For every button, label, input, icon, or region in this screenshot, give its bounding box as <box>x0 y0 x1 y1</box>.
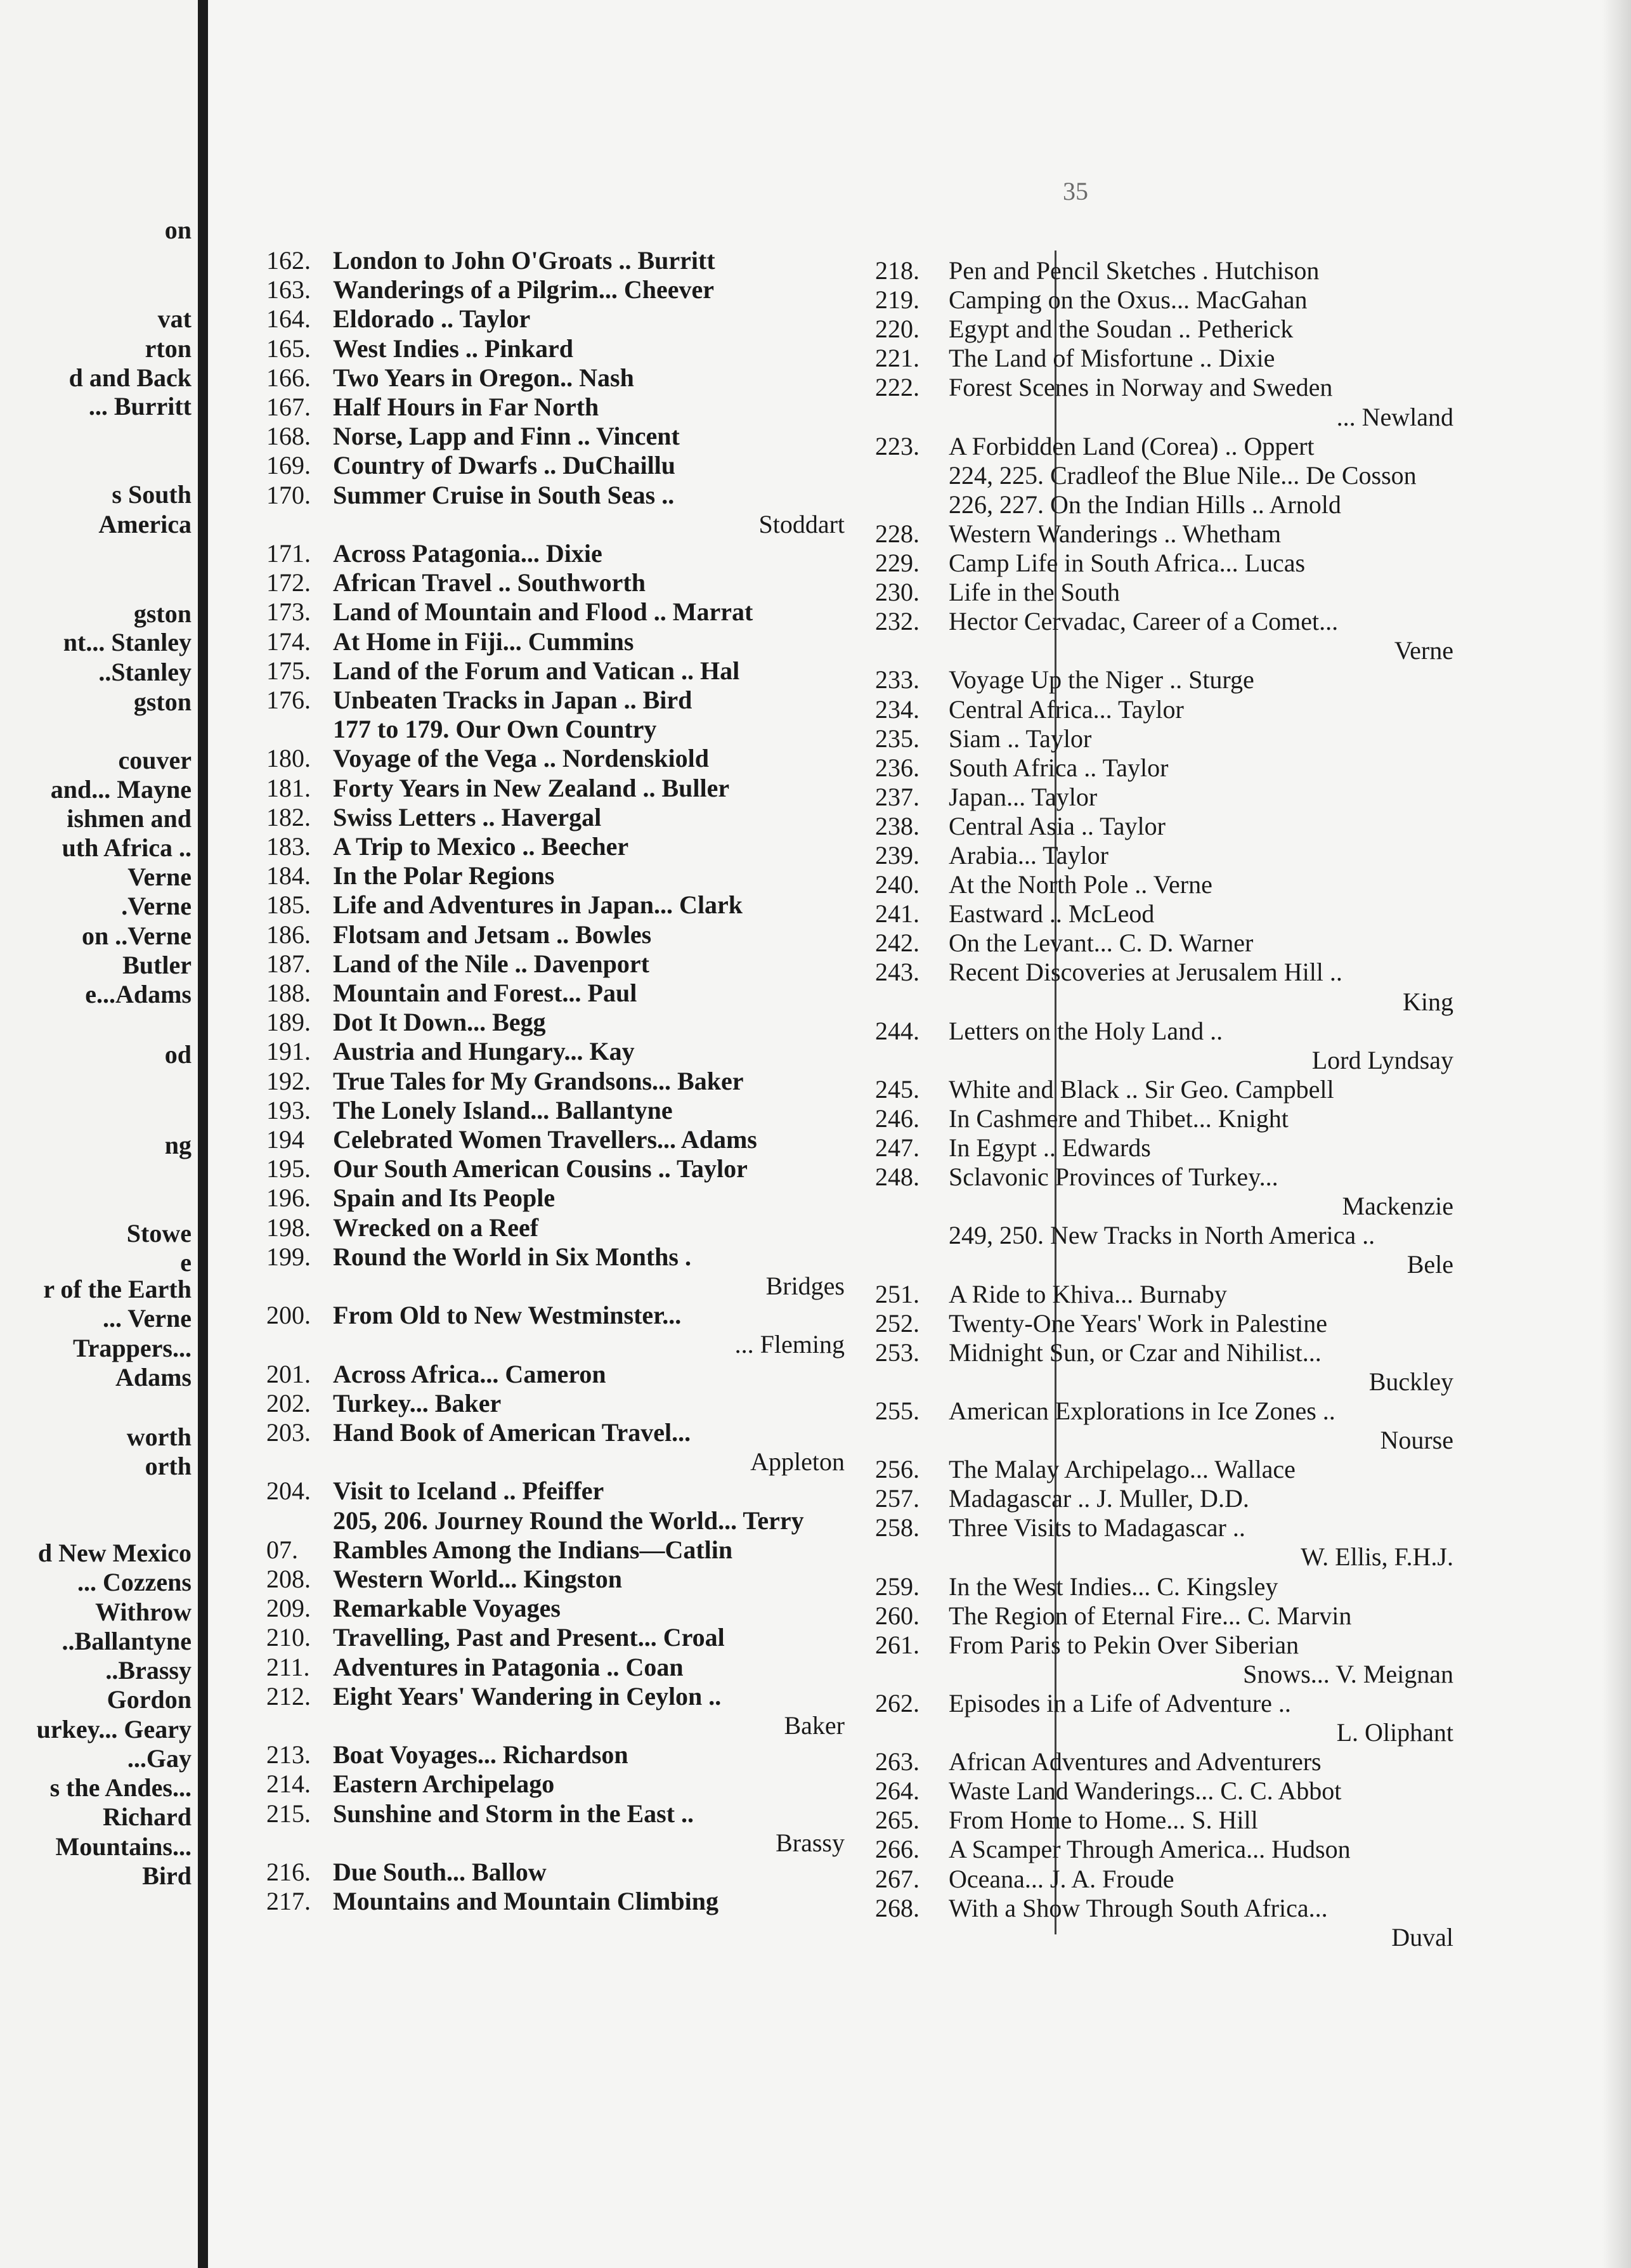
left-page-line: ishmen and <box>67 804 192 833</box>
left-page-line: ... Cozzens <box>77 1568 192 1596</box>
entry-number: 164. <box>266 304 311 334</box>
entry-title: Madagascar .. J. Muller, D.D. <box>949 1484 1249 1513</box>
entry-number: 262. <box>875 1688 919 1717</box>
entry-title: Round the World in Six Months . <box>333 1242 691 1271</box>
left-page-line: on <box>164 216 192 244</box>
entry-author-continuation: Nourse <box>1380 1426 1453 1454</box>
entry-number: 193. <box>266 1095 311 1124</box>
entry-title: Waste Land Wanderings... C. C. Abbot <box>949 1776 1342 1806</box>
entry-title: Egypt and the Soudan .. Petherick <box>949 315 1294 344</box>
entry-number: 220. <box>875 315 919 344</box>
entry-number: 180. <box>266 744 311 773</box>
entry-author-continuation: Bele <box>1407 1250 1453 1279</box>
left-page-line: ... Burritt <box>88 392 192 420</box>
entry-number: 203. <box>266 1418 311 1447</box>
entry-number: 245. <box>875 1074 919 1104</box>
entry-title: Flotsam and Jetsam .. Bowles <box>333 920 652 949</box>
entry-author-continuation: Lord Lyndsay <box>1311 1045 1453 1074</box>
entry-title: A Ride to Khiva... Burnaby <box>949 1279 1227 1308</box>
entry-title: Adventures in Patagonia .. Coan <box>333 1652 684 1681</box>
entry-title: 177 to 179. Our Own Country <box>333 715 657 744</box>
entry-title: A Forbidden Land (Corea) .. Oppert <box>949 431 1315 460</box>
left-page-line: Bird <box>142 1861 192 1890</box>
left-page-line: ... Verne <box>103 1304 192 1333</box>
entry-title: A Trip to Mexico .. Beecher <box>333 832 629 861</box>
entry-number: 251. <box>875 1279 919 1308</box>
left-page-line: Butler <box>122 951 192 979</box>
entry-number: 267. <box>875 1864 919 1893</box>
entry-title: Across Africa... Cameron <box>333 1359 606 1388</box>
entry-title: Eldorado .. Taylor <box>333 304 531 334</box>
entry-number: 175. <box>266 656 311 685</box>
entry-title: African Adventures and Adventurers <box>949 1747 1322 1776</box>
entry-number: 215. <box>266 1799 311 1828</box>
entry-number: 218. <box>875 256 919 285</box>
entry-author-continuation: Duval <box>1391 1922 1453 1952</box>
entry-title: Western World... Kingston <box>333 1565 622 1593</box>
entry-title: The Land of Misfortune .. Dixie <box>949 344 1275 373</box>
entry-title: Visit to Iceland .. Pfeiffer <box>333 1476 604 1506</box>
entry-number: 183. <box>266 832 311 861</box>
entry-number: 261. <box>875 1630 919 1659</box>
entry-title: Forty Years in New Zealand .. Buller <box>333 773 730 802</box>
entry-title: Unbeaten Tracks in Japan .. Bird <box>333 686 692 714</box>
entry-author-continuation: King <box>1403 987 1453 1016</box>
entry-title: West Indies .. Pinkard <box>333 334 573 363</box>
entry-number: 191. <box>266 1037 311 1066</box>
entry-title: Sunshine and Storm in the East .. <box>333 1799 694 1828</box>
entry-number: 234. <box>875 694 919 724</box>
entry-number: 213. <box>266 1740 311 1769</box>
entry-number: 184. <box>266 861 311 890</box>
entry-number: 243. <box>875 958 919 987</box>
entry-number: 195. <box>266 1154 311 1183</box>
entry-number: 189. <box>266 1008 311 1037</box>
entry-title: Wrecked on a Reef <box>333 1213 539 1242</box>
entry-number: 264. <box>875 1776 919 1806</box>
entry-title: 249, 250. New Tracks in North America .. <box>949 1221 1375 1250</box>
entry-title: Eastward .. McLeod <box>949 899 1155 929</box>
entry-title: In the Polar Regions <box>333 861 555 890</box>
entry-number: 162. <box>266 246 311 275</box>
left-page-line: Mountains... <box>55 1832 192 1861</box>
entry-title: In Egypt .. Edwards <box>949 1133 1151 1162</box>
entry-number: 201. <box>266 1359 311 1388</box>
left-page-line: e...Adams <box>85 980 192 1008</box>
entry-title: Boat Voyages... Richardson <box>333 1740 628 1769</box>
left-page-line: e <box>180 1248 192 1277</box>
left-page-line: nt... Stanley <box>63 628 192 656</box>
entry-title: The Lonely Island... Ballantyne <box>333 1095 673 1124</box>
entry-number: 233. <box>875 665 919 694</box>
entry-title: Hector Cervadac, Career of a Comet... <box>949 607 1339 636</box>
entry-title: Summer Cruise in South Seas .. <box>333 480 675 509</box>
left-page-line: d New Mexico <box>37 1539 192 1567</box>
entry-number: 172. <box>266 568 311 597</box>
entry-author-continuation: Stoddart <box>758 509 845 538</box>
left-page-line: urkey... Geary <box>36 1715 192 1743</box>
entry-number: 238. <box>875 811 919 840</box>
entry-number: 174. <box>266 627 311 656</box>
entry-title: With a Show Through South Africa... <box>949 1893 1328 1922</box>
entry-number: 260. <box>875 1601 919 1630</box>
entry-author-continuation: ... Newland <box>1336 402 1453 431</box>
entry-number: 194 <box>266 1125 304 1154</box>
left-page-line: uth Africa .. <box>62 833 192 862</box>
entry-title: Eight Years' Wandering in Ceylon .. <box>333 1681 722 1711</box>
entry-title: In Cashmere and Thibet... Knight <box>949 1104 1289 1133</box>
entry-number: 173. <box>266 597 311 627</box>
entry-number: 192. <box>266 1066 311 1095</box>
entry-number: 181. <box>266 773 311 802</box>
entry-number: 204. <box>266 1476 311 1506</box>
left-page-line: couver <box>118 746 192 774</box>
entry-number: 182. <box>266 802 311 831</box>
entry-author-continuation: Appleton <box>750 1447 845 1476</box>
entry-number: 169. <box>266 451 311 480</box>
entry-title: On the Levant... C. D. Warner <box>949 929 1254 958</box>
entry-number: 248. <box>875 1163 919 1192</box>
left-page-line: ng <box>164 1131 192 1159</box>
entry-title: Pen and Pencil Sketches . Hutchison <box>949 256 1320 285</box>
entry-number: 199. <box>266 1242 311 1271</box>
entry-number: 223. <box>875 431 919 460</box>
entry-number: 256. <box>875 1455 919 1484</box>
entry-author-continuation: Mackenzie <box>1342 1192 1453 1221</box>
left-page-line: ..Stanley <box>98 658 192 686</box>
left-page-line: Gordon <box>107 1685 192 1714</box>
entry-number: 196. <box>266 1183 311 1213</box>
entry-number: 176. <box>266 686 311 714</box>
entry-number: 252. <box>875 1308 919 1338</box>
left-page-line: Withrow <box>95 1598 192 1626</box>
entry-number: 246. <box>875 1104 919 1133</box>
entry-number: 240. <box>875 870 919 899</box>
entry-number: 214. <box>266 1769 311 1799</box>
book-gutter <box>198 0 208 2268</box>
entry-title: True Tales for My Grandsons... Baker <box>333 1066 744 1095</box>
entry-number: 266. <box>875 1835 919 1864</box>
left-page-line: d and Back <box>68 363 192 392</box>
left-page-line: America <box>98 510 192 538</box>
entry-title: Forest Scenes in Norway and Sweden <box>949 373 1333 402</box>
entry-title: Celebrated Women Travellers... Adams <box>333 1125 757 1154</box>
entry-number: 228. <box>875 519 919 548</box>
entry-number: 217. <box>266 1887 311 1916</box>
entry-author-continuation: ... Fleming <box>734 1330 845 1359</box>
entry-number: 241. <box>875 899 919 929</box>
left-page-line: and... Mayne <box>50 775 192 804</box>
entry-title: Central Africa... Taylor <box>949 694 1184 724</box>
entry-number: 244. <box>875 1016 919 1045</box>
left-page-line: worth <box>126 1423 192 1451</box>
entry-title: From Old to New Westminster... <box>333 1301 682 1330</box>
entry-number: 259. <box>875 1572 919 1601</box>
entry-title: Episodes in a Life of Adventure .. <box>949 1688 1291 1717</box>
entry-number: 163. <box>266 275 311 304</box>
entry-title: A Scamper Through America... Hudson <box>949 1835 1351 1864</box>
entry-title: Spain and Its People <box>333 1183 556 1213</box>
left-page-line: on ..Verne <box>82 922 192 950</box>
entry-title: White and Black .. Sir Geo. Campbell <box>949 1074 1334 1104</box>
entry-title: Austria and Hungary... Kay <box>333 1037 635 1066</box>
left-page-line: Verne <box>127 863 192 891</box>
entry-title: Three Visits to Madagascar .. <box>949 1513 1245 1542</box>
left-page-line: ..Brassy <box>105 1656 192 1685</box>
entry-number: 263. <box>875 1747 919 1776</box>
entry-title: Due South... Ballow <box>333 1858 547 1886</box>
entry-author-continuation: Baker <box>784 1711 845 1740</box>
left-page-line: ...Gay <box>127 1744 192 1773</box>
entry-number: 211. <box>266 1652 310 1681</box>
entry-title: Twenty-One Years' Work in Palestine <box>949 1308 1328 1338</box>
entry-title: Land of Mountain and Flood .. Marrat <box>333 597 753 627</box>
entry-title: Norse, Lapp and Finn .. Vincent <box>333 422 680 451</box>
entry-title: Land of the Nile .. Davenport <box>333 949 649 978</box>
entry-title: Camping on the Oxus... MacGahan <box>949 285 1308 315</box>
entry-number: 187. <box>266 949 311 978</box>
left-page-line: Stowe <box>126 1219 192 1248</box>
left-page-line: gston <box>133 688 192 716</box>
entry-number: 165. <box>266 334 311 363</box>
entry-number: 232. <box>875 607 919 636</box>
entry-title: American Explorations in Ice Zones .. <box>949 1396 1335 1425</box>
left-page-line: od <box>164 1040 192 1069</box>
entry-title: Land of the Forum and Vatican .. Hal <box>333 656 740 685</box>
entry-title: Hand Book of American Travel... <box>333 1418 691 1447</box>
entry-title: Swiss Letters .. Havergal <box>333 802 602 831</box>
entry-author-continuation: Brassy <box>776 1828 845 1857</box>
entry-number: 185. <box>266 890 311 920</box>
entry-number: 255. <box>875 1396 919 1425</box>
entry-title: Mountains and Mountain Climbing <box>333 1887 718 1916</box>
entry-title: Remarkable Voyages <box>333 1594 561 1623</box>
left-page-line: s the Andes... <box>49 1773 192 1802</box>
entry-number: 216. <box>266 1858 311 1886</box>
entry-title: Recent Discoveries at Jerusalem Hill .. <box>949 958 1342 987</box>
entry-author-continuation: L. Oliphant <box>1336 1718 1453 1747</box>
entry-title: Turkey... Baker <box>333 1388 502 1418</box>
entry-title: Eastern Archipelago <box>333 1769 555 1799</box>
entry-number: 209. <box>266 1594 311 1623</box>
left-page-line: vat <box>157 304 192 333</box>
entry-number: 212. <box>266 1681 311 1711</box>
entry-title: 226, 227. On the Indian Hills .. Arnold <box>949 490 1341 519</box>
entry-author-continuation: Buckley <box>1368 1367 1453 1396</box>
entry-title: Voyage of the Vega .. Nordenskiold <box>333 744 710 773</box>
entry-number: 221. <box>875 344 919 373</box>
entry-number: 208. <box>266 1565 311 1593</box>
left-page-line: gston <box>133 599 192 628</box>
entry-title: Travelling, Past and Present... Croal <box>333 1623 725 1652</box>
entry-title: Letters on the Holy Land .. <box>949 1016 1223 1045</box>
entry-number: 202. <box>266 1388 311 1418</box>
entry-title: Half Hours in Far North <box>333 393 599 421</box>
entry-title: Two Years in Oregon.. Nash <box>333 363 634 392</box>
entry-title: Midnight Sun, or Czar and Nihilist... <box>949 1338 1322 1367</box>
entry-title: Siam .. Taylor <box>949 724 1092 753</box>
entry-title: Across Patagonia... Dixie <box>333 539 602 568</box>
entry-author-continuation: W. Ellis, F.H.J. <box>1301 1542 1453 1572</box>
entry-title: Mountain and Forest... Paul <box>333 979 637 1007</box>
entry-title: Arabia... Taylor <box>949 841 1108 870</box>
entry-title: Japan... Taylor <box>949 782 1098 811</box>
left-page-line: Adams <box>115 1363 192 1391</box>
entry-title: London to John O'Groats .. Burritt <box>333 246 715 275</box>
entry-number: 235. <box>875 724 919 753</box>
entry-number: 265. <box>875 1806 919 1835</box>
entry-number: 257. <box>875 1484 919 1513</box>
left-page-line: rton <box>145 334 192 363</box>
entry-title: Oceana... J. A. Froude <box>949 1864 1174 1893</box>
entry-number: 186. <box>266 920 311 949</box>
entry-title: Rambles Among the Indians—Catlin <box>333 1535 733 1564</box>
left-page-line: Trappers... <box>72 1334 192 1362</box>
entry-number: 168. <box>266 422 311 451</box>
entry-number: 229. <box>875 549 919 577</box>
entry-number: 210. <box>266 1623 311 1652</box>
entry-number: 188. <box>266 979 311 1007</box>
entry-number: 236. <box>875 753 919 782</box>
entry-title: Wanderings of a Pilgrim... Cheever <box>333 275 715 304</box>
entry-title: Life in the South <box>949 578 1120 607</box>
left-page-line: r of the Earth <box>43 1275 192 1303</box>
entry-title: Sclavonic Provinces of Turkey... <box>949 1163 1278 1192</box>
entry-title: 205, 206. Journey Round the World... Terry <box>333 1506 804 1535</box>
entry-author-continuation: Bridges <box>765 1272 845 1300</box>
entry-author-continuation: Verne <box>1394 636 1453 665</box>
left-page-line: orth <box>145 1452 192 1480</box>
entry-title: 224, 225. Cradleof the Blue Nile... De Cosson <box>949 460 1417 490</box>
entry-title: African Travel .. Southworth <box>333 568 646 597</box>
entry-number: 170. <box>266 480 311 509</box>
left-page-fragment <box>0 0 198 2268</box>
entry-number: 253. <box>875 1338 919 1367</box>
left-page-line: .Verne <box>121 892 192 920</box>
entry-title: Central Asia .. Taylor <box>949 811 1166 840</box>
entry-number: 242. <box>875 929 919 958</box>
entry-title: In the West Indies... C. Kingsley <box>949 1572 1278 1601</box>
entry-title: Country of Dwarfs .. DuChaillu <box>333 451 676 480</box>
entry-author-continuation: Snows... V. Meignan <box>1243 1659 1453 1688</box>
entry-title: Life and Adventures in Japan... Clark <box>333 890 743 920</box>
entry-number: 230. <box>875 578 919 607</box>
entry-number: 07. <box>266 1535 298 1564</box>
right-page <box>208 0 1631 2268</box>
entry-title: Our South American Cousins .. Taylor <box>333 1154 748 1183</box>
entry-title: Camp Life in South Africa... Lucas <box>949 549 1306 577</box>
entry-title: From Home to Home... S. Hill <box>949 1806 1258 1835</box>
entry-number: 239. <box>875 841 919 870</box>
left-page-line: ..Ballantyne <box>62 1627 192 1655</box>
entry-title: Dot It Down... Begg <box>333 1008 546 1037</box>
page-number: 35 <box>1063 177 1088 205</box>
entry-number: 268. <box>875 1893 919 1922</box>
entry-title: Western Wanderings .. Whetham <box>949 519 1282 548</box>
entry-title: From Paris to Pekin Over Siberian <box>949 1630 1299 1659</box>
entry-number: 237. <box>875 782 919 811</box>
left-page-line: s South <box>112 480 192 509</box>
entry-number: 247. <box>875 1133 919 1162</box>
entry-title: The Region of Eternal Fire... C. Marvin <box>949 1601 1352 1630</box>
entry-number: 200. <box>266 1301 311 1330</box>
entry-number: 167. <box>266 393 311 421</box>
entry-number: 166. <box>266 363 311 392</box>
entry-title: Voyage Up the Niger .. Sturge <box>949 665 1254 694</box>
entry-number: 219. <box>875 285 919 315</box>
entry-number: 171. <box>266 539 311 568</box>
entry-number: 258. <box>875 1513 919 1542</box>
entry-title: At the North Pole .. Verne <box>949 870 1212 899</box>
entry-title: The Malay Archipelago... Wallace <box>949 1455 1296 1484</box>
entry-number: 198. <box>266 1213 311 1242</box>
entry-number: 222. <box>875 373 919 402</box>
left-page-line: Richard <box>103 1802 192 1831</box>
entry-title: South Africa .. Taylor <box>949 753 1169 782</box>
entry-title: At Home in Fiji... Cummins <box>333 627 634 656</box>
